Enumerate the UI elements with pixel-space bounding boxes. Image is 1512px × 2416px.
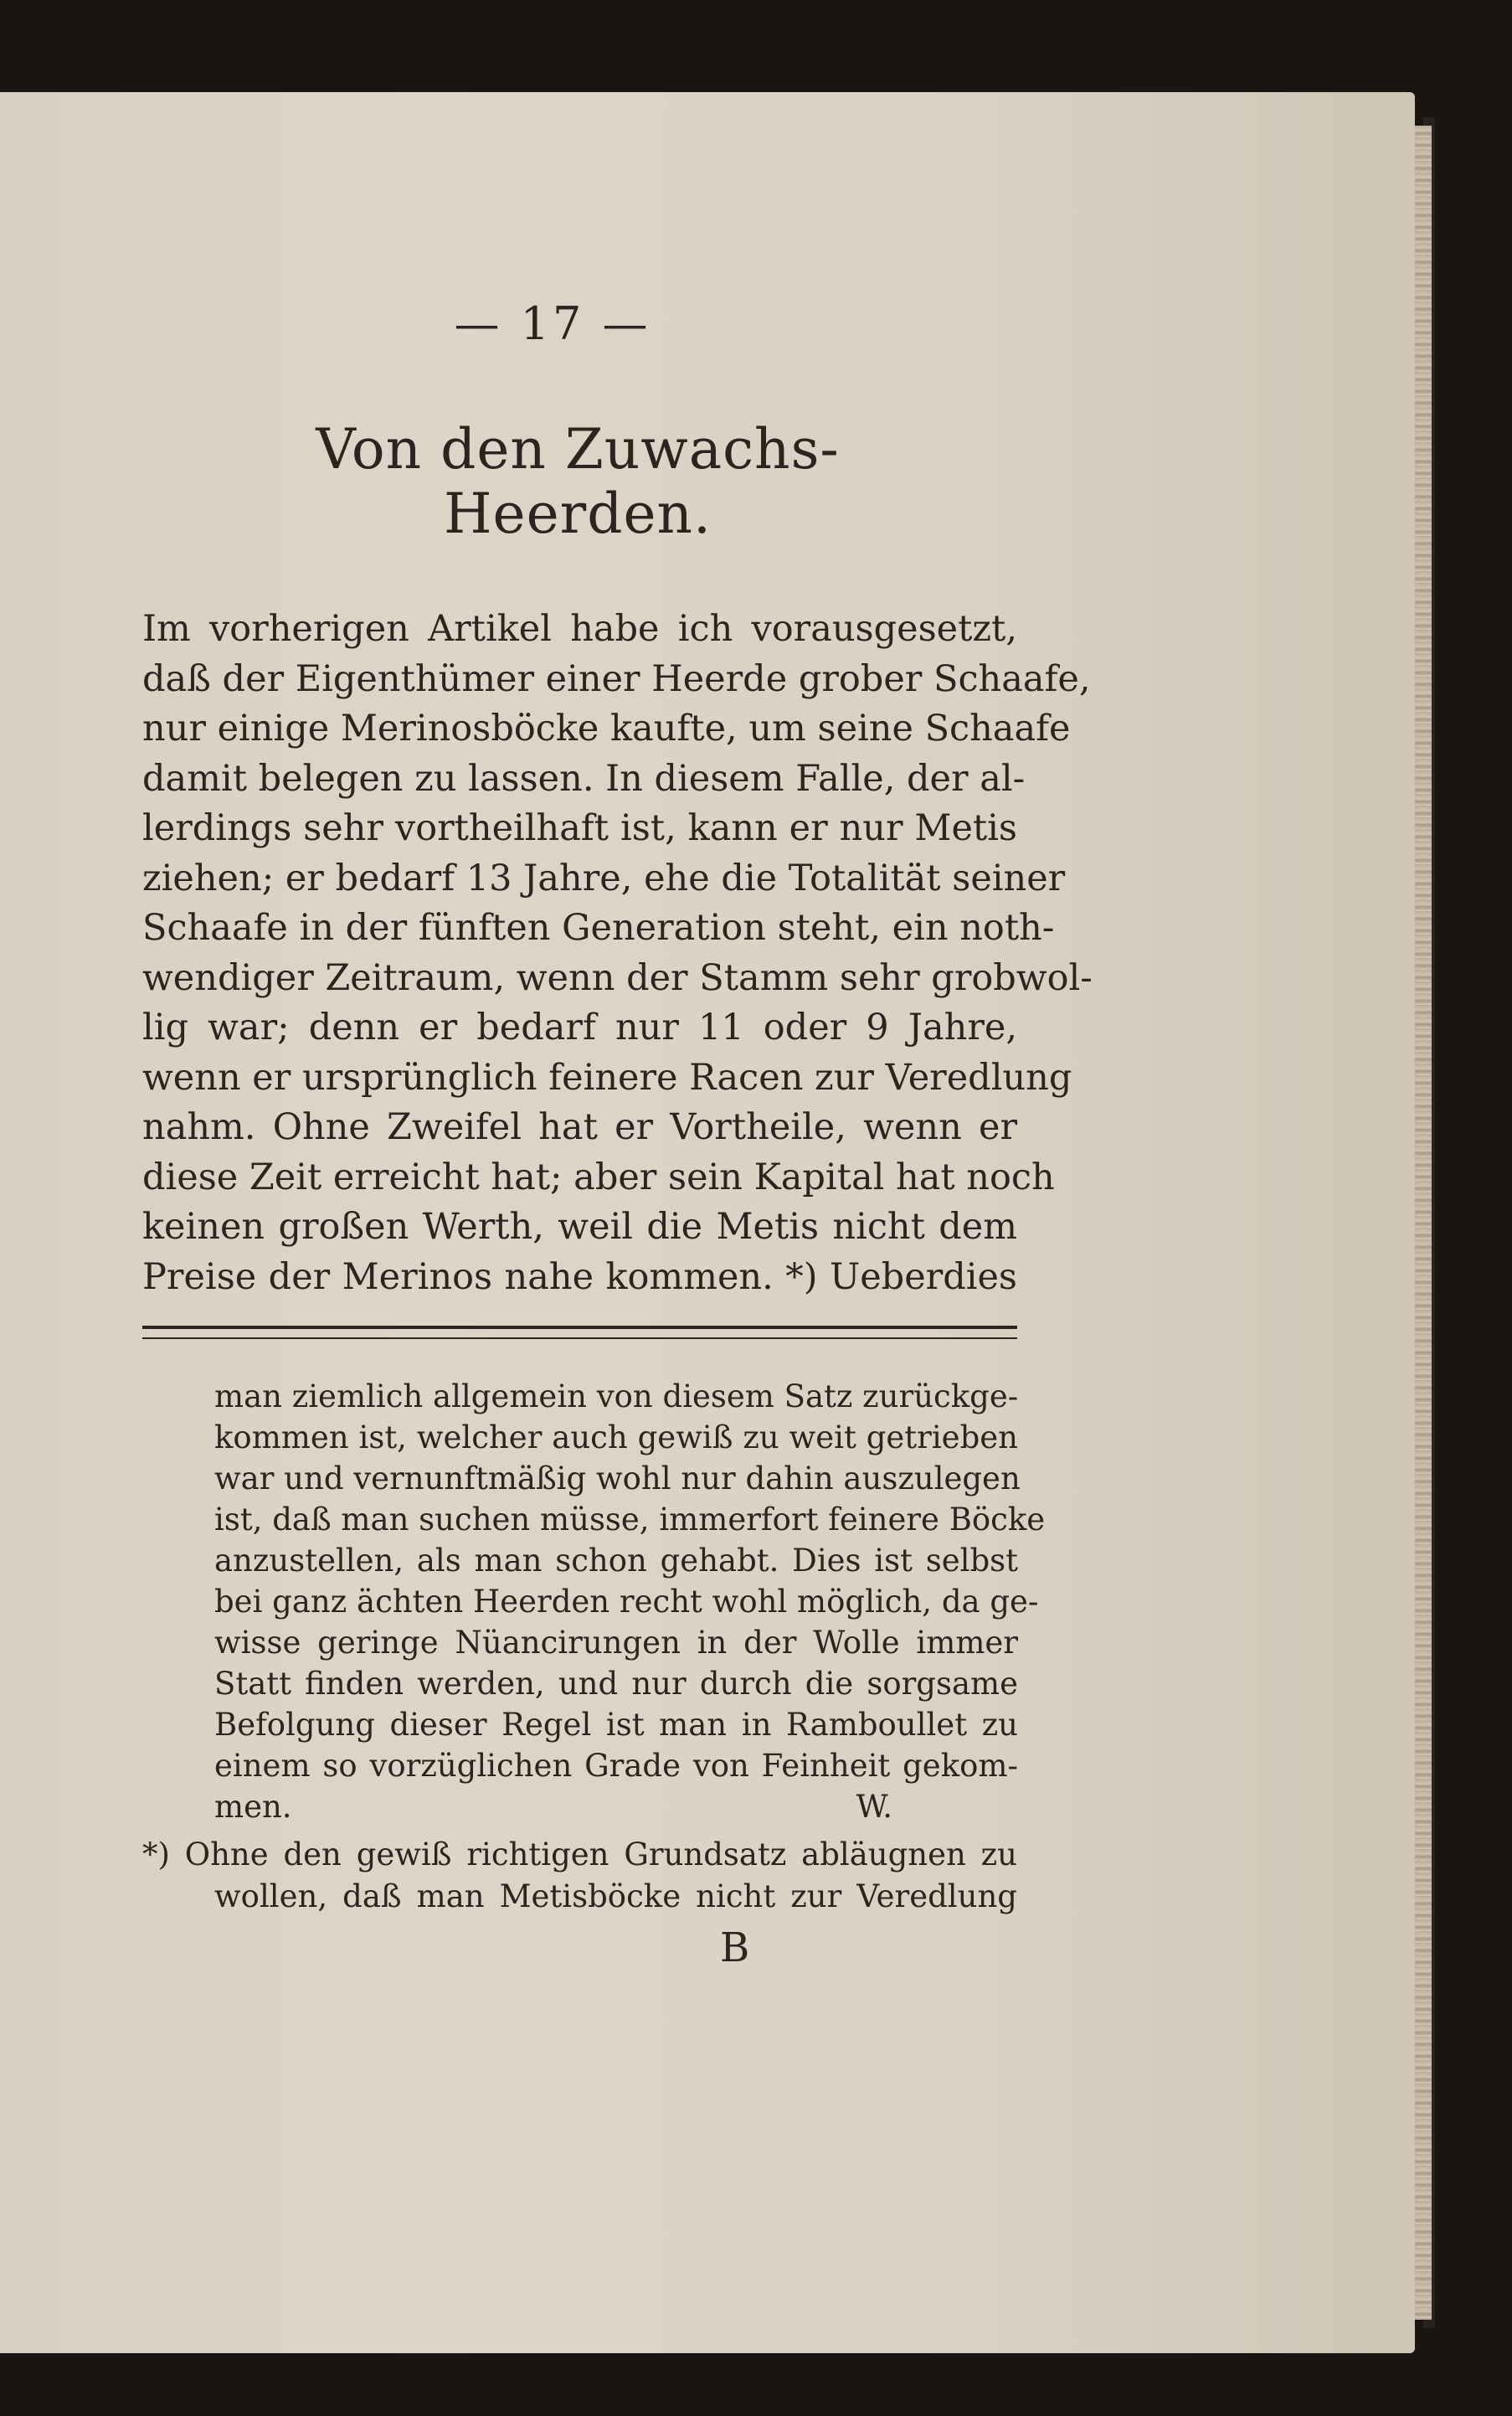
main-text-line: daß der Eigenthümer einer Heerde grober Schaafe, — [142, 657, 1091, 700]
separator-rule — [142, 1326, 1017, 1339]
note-line: kommen ist, welcher auch gewiß zu weit getrieben — [214, 1419, 1018, 1455]
note-last-line — [214, 1786, 1018, 1827]
main-paragraph — [142, 605, 1093, 1302]
footnote-line: *) Ohne den gewiß richtigen Grundsatz abläugnen zu — [142, 1836, 1017, 1873]
main-text-line: diese Zeit erreicht hat; aber sein Kapital hat noch — [142, 1156, 1055, 1198]
note-line: wisse geringe Nüancirungen in der Wolle immer — [214, 1625, 1018, 1661]
note-line: ist, daß man suchen müsse, immerfort feinere Böcke — [214, 1502, 1046, 1538]
main-text-line: Schaafe in der fünften Generation steht, ein noth- — [142, 907, 1055, 949]
note-line: Befolgung dieser Regel ist man in Ramboullet zu — [214, 1707, 1018, 1743]
main-text-line: damit belegen zu lassen. In diesem Falle, der al- — [142, 757, 1026, 800]
main-text-line: keinen großen Werth, weil die Metis nicht dem — [142, 1206, 1017, 1248]
note-line: bei ganz ächten Heerden recht wohl möglich, da ge- — [214, 1584, 1039, 1620]
main-text-line: lerdings sehr vortheilhaft ist, kann er nur Metis — [142, 807, 1017, 849]
page-text — [142, 297, 1093, 1971]
main-text-line: wendiger Zeitraum, wenn der Stamm sehr grobwol- — [142, 956, 1093, 999]
section-title: Von den Zuwachs-Heerden. — [316, 417, 840, 546]
main-text-line: Im vorherigen Artikel habe ich vorausgesetzt, — [142, 608, 1017, 650]
footnote — [142, 1834, 1017, 1918]
footnote-line: wollen, daß man Metisböcke nicht zur Veredlung — [214, 1878, 1017, 1914]
note-line: anzustellen, als man schon gehabt. Dies ist selbst — [214, 1543, 1018, 1579]
note-last-word: men. — [214, 1789, 292, 1825]
main-text-line: Preise der Merinos nahe kommen. *) Ueberdies — [142, 1255, 1017, 1298]
main-text-line: lig war; denn er bedarf nur 11 oder 9 Jahre, — [142, 1007, 1017, 1048]
main-text-line: nahm. Ohne Zweifel hat er Vortheile, wenn er — [142, 1106, 1017, 1148]
main-text-line: wenn er ursprünglich feinere Racen zur Veredlung — [142, 1056, 1072, 1099]
note-line: einem so vorzüglichen Grade von Feinheit gekom- — [214, 1748, 1018, 1784]
main-text-line: ziehen; er bedarf 13 Jahre, ehe die Totalität seiner — [142, 857, 1066, 899]
note-line: war und vernunftmäßig wohl nur dahin auszulegen — [214, 1460, 1021, 1496]
continued-note — [214, 1376, 1046, 1827]
page-number-header: — 17 — — [454, 297, 651, 350]
note-line: man ziemlich allgemein von diesem Satz zurückge- — [214, 1378, 1019, 1414]
note-signature: W. — [856, 1789, 892, 1825]
signature-mark: B — [720, 1924, 750, 1971]
main-text-line: nur einige Merinosböcke kaufte, um seine Schaafe — [142, 708, 1071, 750]
note-line: Statt finden werden, und nur durch die sorgsame — [214, 1666, 1018, 1702]
